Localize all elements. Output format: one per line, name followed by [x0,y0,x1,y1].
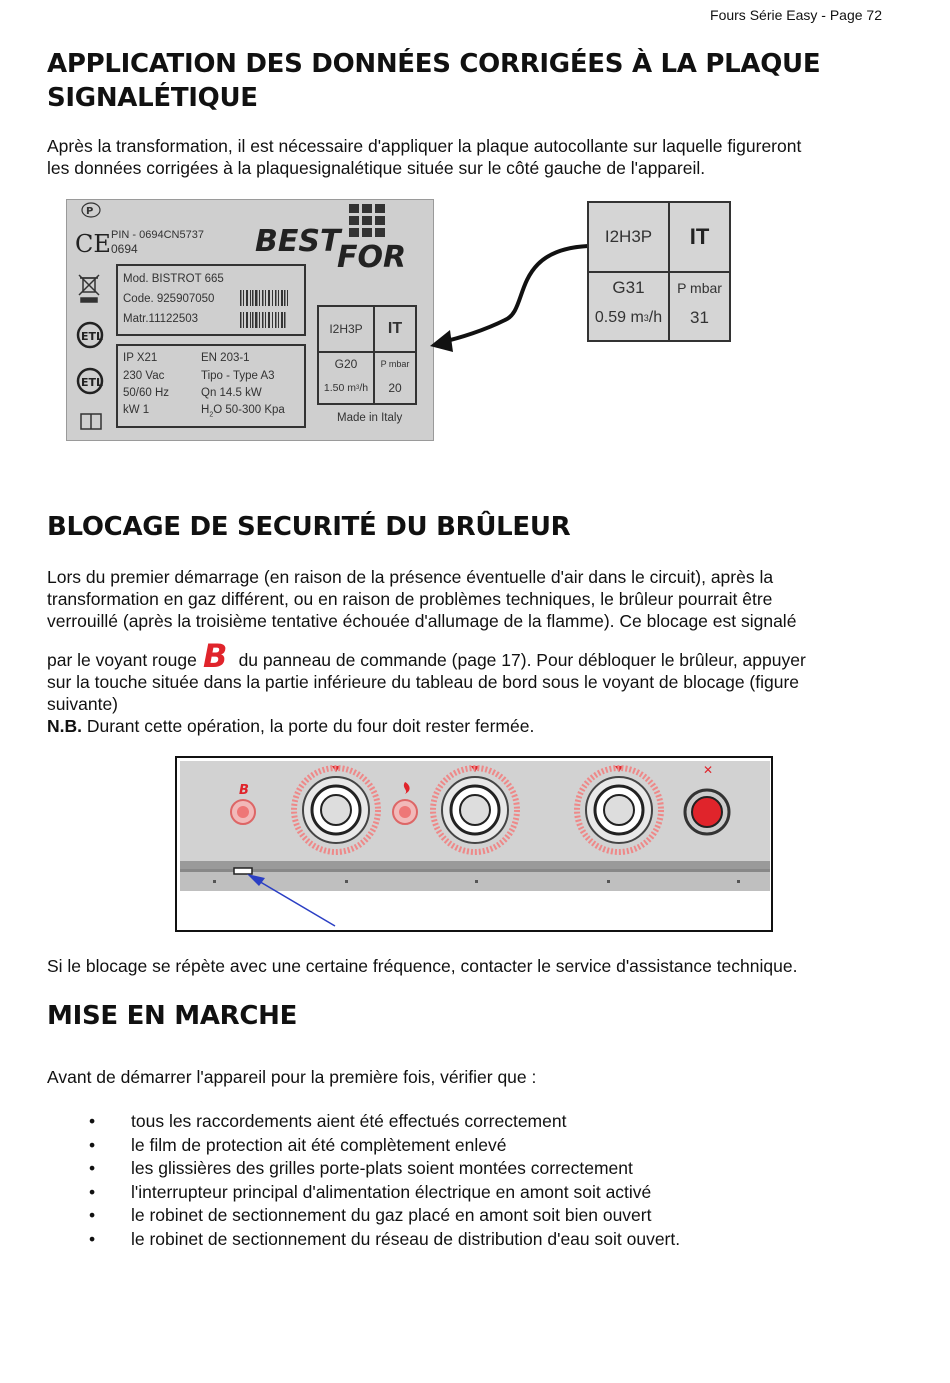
blocage-line-3: verrouillé (après la troisième tentative échouée d'allumage de la flamme). Ce blocage est signalé [47,611,797,631]
pressure-unit-label: P mbar [380,359,410,369]
blocage-line-2: transformation en gaz différent, ou en raison de problèmes techniques, le brûleur pourrait être [47,589,773,609]
gas-pressure: 20 [388,381,402,395]
list-item: • le robinet de sectionnement du gaz placé en amont soit bien ouvert [47,1204,680,1228]
checklist [47,1110,680,1252]
sticker-country-code: IT [689,224,710,249]
etl-mark-icon-2 [78,369,103,393]
intro-line-1: Après la transformation, il est nécessaire d'appliquer la plaque autocollante sur laquelle figureront [47,136,802,156]
p-mark-icon [82,203,100,217]
appliance-type: Tipo - Type A3 [201,370,275,382]
list-item: • l'interrupteur principal d'alimentation électrique en amont soit activé [47,1181,680,1205]
blocage-line-4b: du panneau de commande (page 17). Pour débloquer le brûleur, appuyer [238,650,806,670]
sticker-gas-type: G31 [612,278,645,297]
rating-plate [66,199,434,441]
list-item: • le robinet de sectionnement du réseau de distribution d'eau soit ouvert. [47,1228,680,1252]
control-panel-drawing [177,758,771,930]
blocage-line-5: sur la touche située dans la partie inférieure du tableau de bord sous le voyant de blocage (figure [47,672,800,692]
list-item: • le film de protection ait été complètement enlevé [47,1134,680,1158]
bullet-icon: • [89,1111,96,1131]
bullet-icon: • [89,1158,96,1179]
weee-bin-icon [79,275,99,302]
ce-number: 0694 [111,242,138,256]
bullet-icon: • [89,1134,96,1155]
nominal-heat-input: Qn 14.5 kW [201,387,262,399]
svg-text:ETL: ETL [81,330,104,343]
bullet-icon: • [89,1181,96,1202]
blocage-line-4a: par le voyant rouge [47,650,197,670]
power: kW 1 [123,404,150,416]
intro-paragraph [47,135,897,179]
title-line-2: SIGNALÉTIQUE [47,83,258,113]
sticker-gas-category: I2H3P [604,227,653,246]
brand-name-for: FOR [337,240,407,275]
curved-arrow-icon [420,230,590,360]
ip-rating: IP X21 [123,352,158,364]
sticker-pressure-unit-label: P mbar [677,280,722,296]
blocage-line-1: Lors du premier démarrage (en raison de la présence éventuelle d'air dans le circuit), après la [47,567,774,587]
gas-category: I2H3P [329,322,363,336]
gas-flow: 1.50 m 3 /h [323,382,369,394]
brand-name-best: BEST [255,224,341,259]
red-b-letter: B [202,640,228,670]
section-title-plaque [47,47,820,115]
bullet-icon: • [89,1228,96,1249]
sticker-gas-pressure: 31 [690,308,709,327]
water-pressure: $H_2O$ 50-300 Kpa [201,404,285,419]
voltage: 230 Vac [123,370,165,382]
sticker-gas-flow: 0.59 m 3 /h [594,309,663,326]
gas-table [317,305,417,405]
section-title-blocage: BLOCAGE DE SECURITÉ DU BRÛLEUR [47,512,571,542]
ce-mark-icon: CE [75,230,111,258]
panel-b-label: B [239,783,249,798]
repeat-lockout-text: Si le blocage se répète avec une certaine fréquence, contacter le service d'assistance technique. [47,956,798,976]
brand-logo-mark [349,204,385,237]
frequency: 50/60 Hz [123,387,170,399]
reset-key [234,868,252,874]
blocage-paragraph [47,566,897,737]
checklist-intro: Avant de démarrer l'appareil pour la première fois, vérifier que : [47,1067,537,1087]
control-panel-figure [175,756,773,932]
pin-number: PIN - 0694CN5737 [111,229,204,241]
standard: EN 203-1 [201,352,250,364]
nb-text: Durant cette opération, la porte du four doit rester fermée. [82,716,535,736]
svg-text:ETL: ETL [81,376,104,389]
made-in-italy: Made in Italy [337,412,403,424]
product-code: Code. 925907050 [123,293,215,305]
country-code: IT [387,320,403,337]
serial-number: Matr.11122503 [123,313,199,325]
title-line-1: APPLICATION DES DONNÉES CORRIGÉES À LA PLAQUE [47,49,821,79]
nb-label: N.B. [47,716,82,736]
blocage-line-6: suivante) [47,694,119,714]
svg-text:✕: ✕ [703,763,714,777]
list-item: • tous les raccordements aient été effectués correctement [47,1110,680,1134]
svg-text:P: P [86,206,94,217]
lockout-warning-light [231,800,255,824]
list-item: • les glissières des grilles porte-plats soient montées correctement [47,1157,680,1181]
page-header: Fours Série Easy - Page 72 [710,7,882,23]
bullet-icon: • [89,1205,96,1226]
manual-book-icon [81,414,101,429]
corrected-data-sticker [587,201,731,342]
section-title-mise-en-marche: MISE EN MARCHE [47,1001,298,1031]
intro-line-2: les données corrigées à la plaquesignalétique située sur le côté gauche de l'appareil. [47,158,706,178]
gas-type: G20 [334,357,358,371]
etl-mark-icon [78,323,103,347]
model-name: Mod. BISTROT 665 [123,273,224,285]
red-b-warning-icon [202,640,234,670]
